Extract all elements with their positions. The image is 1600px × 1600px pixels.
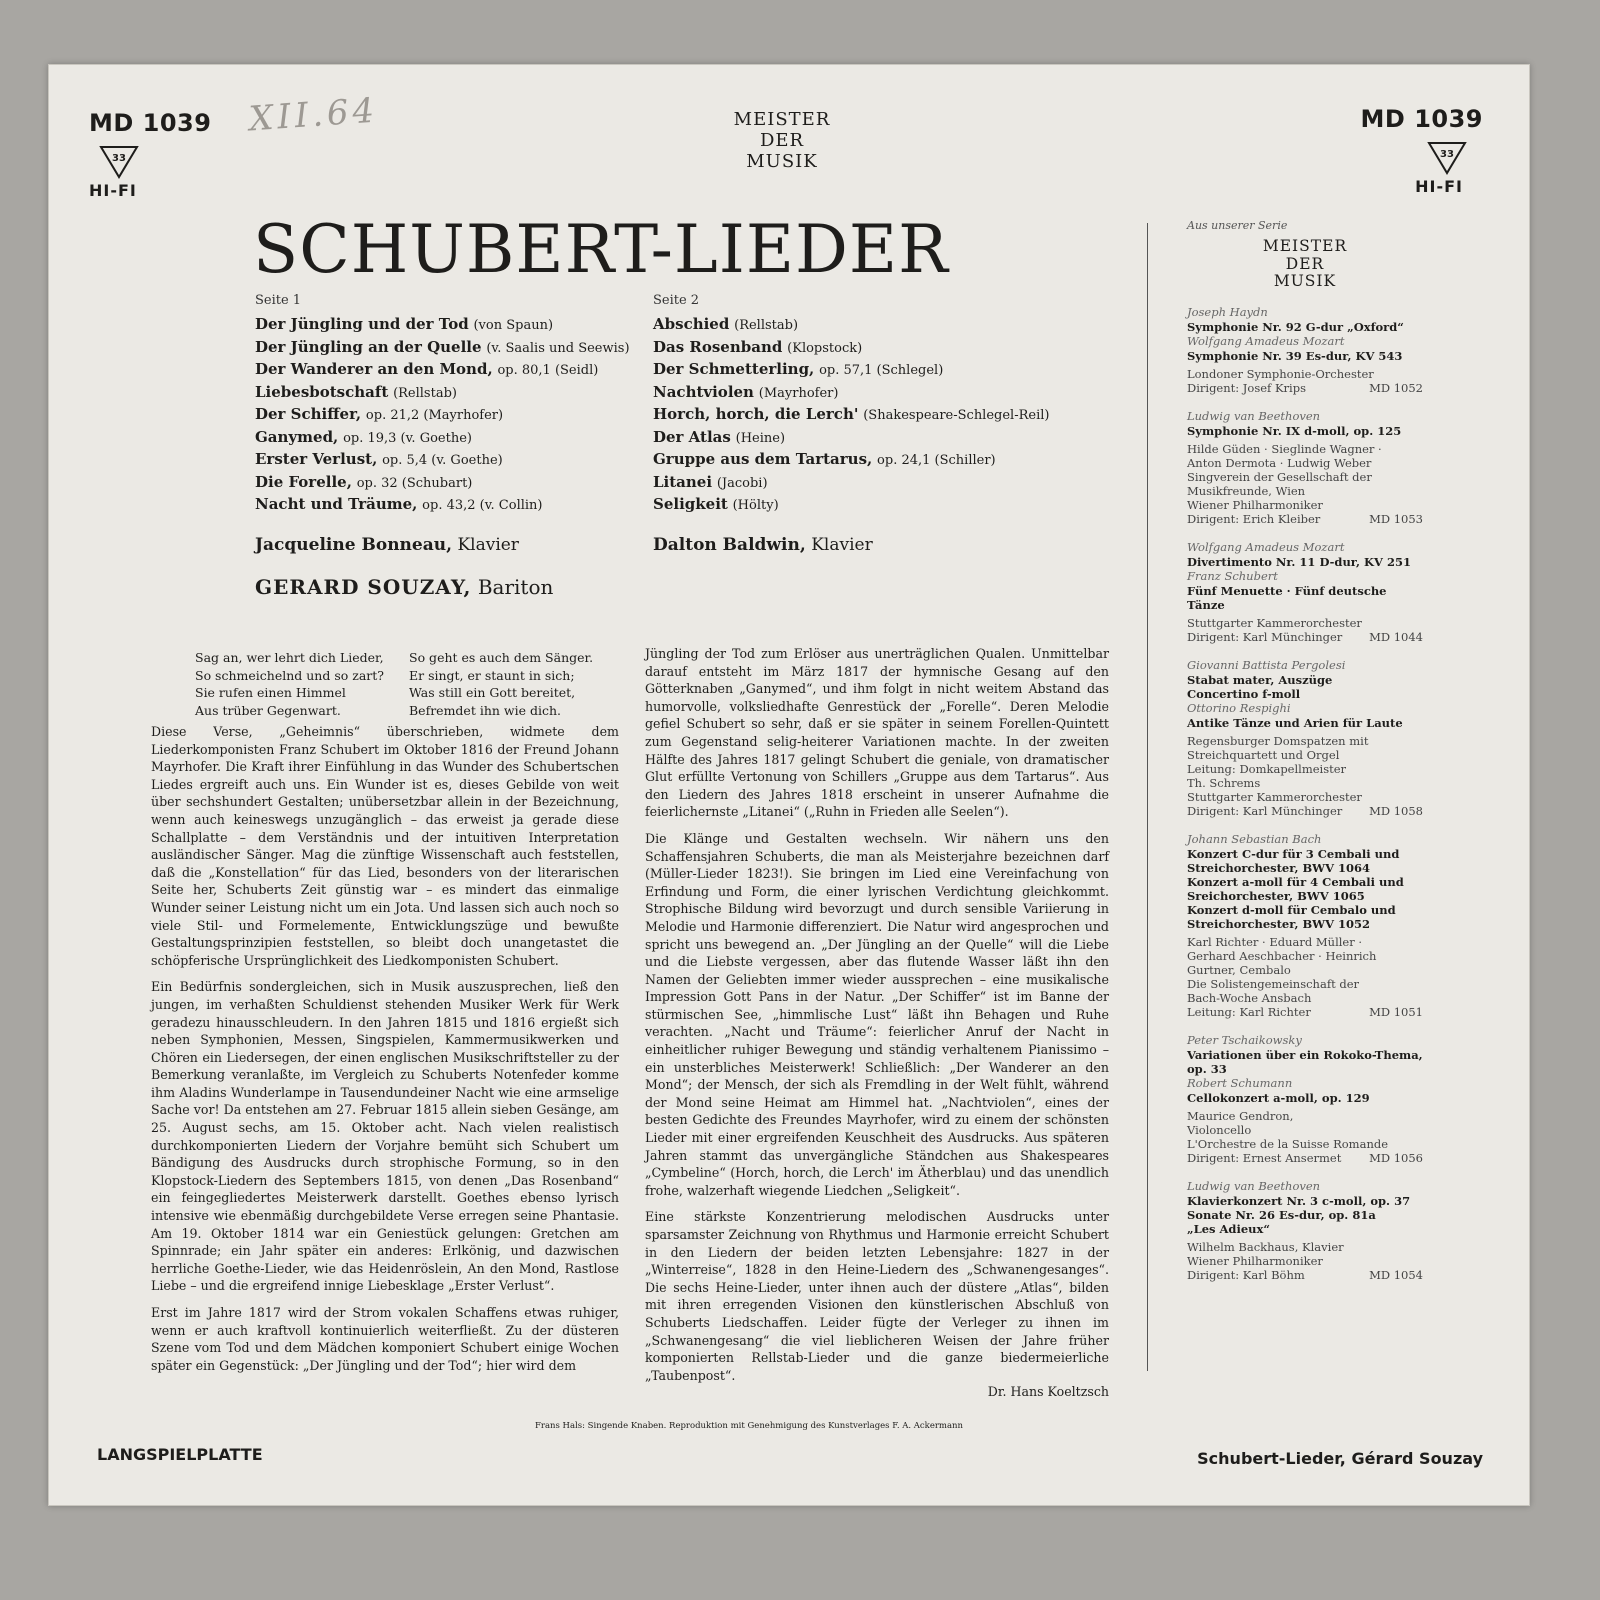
entry-catalog-number: MD 1051 — [1369, 1004, 1423, 1019]
performer-line: Bach-Woche Ansbach — [1187, 990, 1312, 1005]
series-entry — [1187, 658, 1423, 818]
series-intro: Aus unserer Serie — [1187, 219, 1288, 232]
work-title: Divertimento Nr. 11 D-dur, KV 251 — [1187, 554, 1411, 569]
logo-line: MUSIK — [746, 151, 818, 172]
work-title: Konzert d-moll für Cembalo und — [1187, 902, 1396, 917]
performer-line: Londoner Symphonie-Orchester — [1187, 366, 1374, 381]
entry-catalog-number: MD 1058 — [1369, 803, 1423, 818]
series-entry — [1187, 1179, 1423, 1282]
track-item: Erster Verlust, op. 5,4 (v. Goethe) — [255, 450, 503, 468]
series-catalog-panel — [1187, 219, 1423, 1282]
performer-line: L'Orchestre de la Suisse Romande — [1187, 1136, 1389, 1151]
poem-line: So geht es auch dem Sänger. — [409, 650, 594, 665]
work-title: Fünf Menuette · Fünf deutsche Tänze — [1187, 583, 1387, 612]
work-title: Konzert C-dur für 3 Cembali und — [1187, 846, 1400, 861]
catalog-number-left: MD 1039 — [89, 109, 212, 137]
performer-line: Die Solistengemeinschaft der — [1187, 976, 1360, 991]
work-title: Variationen über ein Rokoko-Thema, — [1187, 1047, 1423, 1062]
series-logo-panel — [1187, 238, 1423, 291]
track-item: Seligkeit (Hölty) — [653, 495, 779, 513]
poem-stanza-2 — [409, 649, 619, 719]
conductor-name: Dirigent: Karl Münchinger — [1187, 629, 1343, 644]
singer-credit: GERARD SOUZAY, Bariton — [255, 574, 554, 599]
format-label: LANGSPIELPLATTE — [97, 1445, 263, 1464]
work-title: Symphonie Nr. 92 G-dur „Oxford“ — [1187, 319, 1404, 334]
liner-notes-paragraph: Erst im Jahre 1817 wird der Strom vokalen Schaffens etwas ruhiger, wenn er auch kraftvoll kontinuierlich weiterfließt. Zu der düsteren Szene vom Tod und dem Mädchen komponiert Schubert einige Wochen später ein Gegenstück: „Der Jüngling und der Tod“; hier wird dem — [151, 1305, 619, 1373]
series-entry — [1187, 832, 1423, 1019]
liner-notes-paragraph: Ein Bedürfnis sondergleichen, sich in Musik auszusprechen, ließ den jungen, im verhaßten Schuldienst stehenden Musiker Werk für Werk geradezu hinausschleudern. In den Jahren 1815 und 1816 ergießt sich neben Symphonien, Messen, Singspielen, Kammermusikwerken und Chören ein Liedersegen, der einen englischen Musikschriftsteller zu der Bemerkung veranlaßte, im Vergleich zu Schuberts Notenfeder komme ihm Aladins Wunderlampe in Tausendundeiner Nacht wie eine armselige Sache vor! Da entstehen am 27. Februar 1815 allein sieben Gesänge, am 25. August sechs, am 15. Oktober acht. Nach vielen realistisch durchkomponierten Liedern der Vorjahre bemüht sich Schubert um Bändigung des Ausdrucks durch strophische Formung, so in den Klopstock-Liedern des Septembers 1815, von denen „Das Rosenband“ ein feingegliedertes Meisterwerk darstellt. Goethes ebenso lyrisch intensive wie ebenmäßig durchgebildete Verse erregen seine Phantasie. Am 19. Oktober 1814 war ein Geniestück gelungen: Gretchen am Spinnrade; ein Jahr später ein anderes: Erlkönig, und dazwischen herrliche Goethe-Lieder, wie das Heidenröslein, An den Mond, Rastlose Liebe – und die ergreifend innige Liebesklage „Erster Verlust“. — [151, 979, 619, 1294]
liner-notes-paragraph: Eine stärkste Konzentrierung melodischen Ausdrucks unter sparsamster Zeichnung von Rhythmus und Harmonie erreicht Schubert in den Liedern der beiden letzten Lebensjahre: 1827 in der „Winterreise“, 1828 in den Heine-Liedern des „Schwanengesanges“. Die sechs Heine-Lieder, unter ihnen auch der düstere „Atlas“, bilden mit ihren erregenden Visionen den künstlerischen Abschluß von Schuberts Liedschaffen. Leider fügte der Verleger zu ihnen im „Schwanengesang“ die viel lieblicheren Weisen der Jahre früher komponierten Rellstab-Lieder und die ganze biedermeierliche „Taubenpost“. — [645, 1209, 1109, 1383]
composer-name: Ottorino Respighi — [1187, 700, 1291, 715]
work-title: Konzert a-moll für 4 Cembali und — [1187, 874, 1404, 889]
conductor-line — [1187, 804, 1423, 818]
poem-line: Sie rufen einen Himmel — [195, 685, 346, 700]
handwritten-note: XII.64 — [247, 90, 380, 140]
cover-art-credit: Frans Hals: Singende Knaben. Reproduktion mit Genehmigung des Kunstverlages F. A. Ackermann — [534, 1421, 963, 1431]
performer-line: Gerhard Aeschbacher · Heinrich — [1187, 948, 1377, 963]
track-item: Der Wanderer an den Mond, op. 80,1 (Seidl) — [255, 360, 599, 378]
track-item: Der Atlas (Heine) — [653, 427, 786, 446]
entry-catalog-number: MD 1056 — [1369, 1150, 1423, 1165]
performer-line: Stuttgarter Kammerorchester — [1187, 789, 1362, 804]
track-item: Das Rosenband (Klopstock) — [653, 337, 863, 356]
composer-name: Joseph Haydn — [1187, 304, 1268, 319]
work-title: Cellokonzert a-moll, op. 129 — [1187, 1090, 1370, 1105]
side-1-tracklist — [255, 314, 645, 517]
performer-line: Streichquartett und Orgel — [1187, 747, 1340, 762]
logo-line: MEISTER — [733, 109, 831, 130]
poem-line: Sag an, wer lehrt dich Lieder, — [195, 650, 384, 665]
composer-name: Giovanni Battista Pergolesi — [1187, 657, 1346, 672]
work-title: „Les Adieux“ — [1187, 1221, 1270, 1236]
composer-name: Franz Schubert — [1187, 568, 1278, 583]
track-item: Der Schmetterling, op. 57,1 (Schlegel) — [653, 360, 944, 378]
performer-line: Musikfreunde, Wien — [1187, 483, 1306, 498]
work-title: Sonate Nr. 26 Es-dur, op. 81a — [1187, 1207, 1376, 1222]
conductor-line — [1187, 1268, 1423, 1282]
track-item: Der Schiffer, op. 21,2 (Mayrhofer) — [255, 405, 504, 423]
track-item: Ganymed, op. 19,3 (v. Goethe) — [255, 427, 472, 446]
hifi-label-right: HI-FI — [1415, 177, 1463, 196]
conductor-line — [1187, 1151, 1423, 1165]
work-title: Concertino f-moll — [1187, 686, 1301, 701]
poem-line: Aus trüber Gegenwart. — [195, 702, 341, 718]
track-item: Horch, horch, die Lerch' (Shakespeare-Schlegel-Reil) — [653, 405, 1050, 423]
logo-line: DER — [1285, 254, 1325, 273]
composer-name: Johann Sebastian Bach — [1187, 831, 1322, 846]
work-title: Streichorchester, BWV 1064 — [1187, 860, 1371, 875]
performer-line: Anton Dermota · Ludwig Weber — [1187, 455, 1372, 470]
track-item: Der Jüngling und der Tod (von Spaun) — [255, 315, 554, 333]
conductor-line — [1187, 1005, 1423, 1019]
series-entry — [1187, 305, 1423, 395]
entry-catalog-number: MD 1052 — [1369, 380, 1423, 395]
catalog-number-right: MD 1039 — [1360, 105, 1483, 133]
performer-line: Violoncello — [1187, 1122, 1252, 1137]
conductor-line — [1187, 630, 1423, 644]
side-2-pianist: Dalton Baldwin, Klavier — [653, 534, 873, 555]
work-title: Klavierkonzert Nr. 3 c-moll, op. 37 — [1187, 1193, 1411, 1208]
track-item: Abschied (Rellstab) — [653, 315, 799, 333]
liner-notes-paragraph: Diese Verse, „Geheimnis“ überschrieben, widmete dem Liederkomponisten Franz Schubert im Oktober 1816 der Freund Johann Mayrhofer. Die Kraft ihrer Einfühlung in das Wunder des Schubertschen Liedes ergreift auch uns. Ein Wunder ist es, dieses Gebilde von weit über sechshundert Gestalten; unübersetzbar allein in der Bezeichnung, wenn auch keineswegs unzugänglich – das erweist ja gerade diese Schallplatte – dem Verständnis und der intuitiven Interpretation ausländischer Sänger. Mag die zünftige Wissenschaft auch feststellen, daß die „Konstellation“ für das Lied, besonders von der literarischen Seite her, Schuberts Zeit günstig war – es mindert das einmalige Wunder seiner Leistung nicht um ein Jota. Und lassen sich auch noch so viele Stil- und Formelemente, Entwicklungszüge und bewußte Gestaltungsprinzipien feststellen, so bleibt doch unangetastet die schöpferische Ursprünglichkeit des Liedkomponisten Schubert. — [151, 724, 619, 968]
poem-line: Befremdet ihn wie dich. — [409, 702, 561, 718]
record-sleeve-back — [48, 64, 1530, 1506]
performer-line: Maurice Gendron, — [1187, 1108, 1294, 1123]
composer-name: Ludwig van Beethoven — [1187, 1178, 1321, 1193]
liner-notes-paragraph: Die Klänge und Gestalten wechseln. Wir nähern uns den Schaffensjahren Schuberts, die man als Meisterjahre bezeichnen darf (Müller-Lieder 1823!). Sie bringen im Lied eine Vereinfachung von Erfindung und Form, die einer lyrischen Verdichtung gleichkommt. Strophische Bildung wird bevorzugt und durch sensible Variierung in Melodie und Harmonie differenziert. Die Natur wird angesprochen und spricht uns bewegend an. „Der Jüngling an der Quelle“ will die Liebe und die Liebste vergessen, aber das flutende Wasser läßt ihn den Namen der Geliebten immer wieder aussprechen – eine musikalische Impression Gott Pans in der Natur. „Der Schiffer“ ist im Banne der stürmischen See, „himmlische Lust“ läßt ihn Behagen und Ruhe verachten. „Nacht und Träume“: feierlicher Anruf der Nacht in einheitlicher ruhiger Bewegung und ständig verhaltenem Pianissimo – ein unsterbliches Meisterwerk! Schließlich: „Der Wanderer an den Mond“; der Mensch, der sich als Fremdling in der Welt fühlt, während der Mond seine Heimat am Himmel hat. „Nachtviolen“, eines der besten Gedichte des Freundes Mayrhofer, wird zu einem der schönsten Lieder mit einer ergreifenden Keuschheit des Ausdrucks. Aus späteren Jahren stammt das unvergängliche Ständchen aus Shakespeares „Cymbeline“ (Horch, horch, die Lerch' im Ätherblau) und das unendlich frohe, walzerhaft wiegende Liedchen „Seligkeit“. — [645, 830, 1109, 1198]
series-logo-top — [707, 109, 857, 172]
track-item: Litanei (Jacobi) — [653, 472, 768, 491]
series-entry — [1187, 409, 1423, 526]
series-entry — [1187, 1033, 1423, 1165]
composer-name: Robert Schumann — [1187, 1075, 1293, 1090]
side-2-heading: Seite 2 — [653, 293, 700, 308]
logo-line: MEISTER — [1262, 237, 1348, 255]
performer-line: Stuttgarter Kammerorchester — [1187, 615, 1362, 630]
triangle-speed-icon — [99, 145, 139, 179]
track-item: Die Forelle, op. 32 (Schubart) — [255, 472, 473, 491]
track-item: Nachtviolen (Mayrhofer) — [653, 382, 839, 401]
entry-catalog-number: MD 1054 — [1369, 1267, 1423, 1282]
logo-line: MUSIK — [1273, 272, 1337, 290]
work-title: Antike Tänze und Arien für Laute — [1187, 715, 1403, 730]
speed-badge-text: 33 — [1440, 149, 1454, 160]
composer-name: Wolfgang Amadeus Mozart — [1187, 333, 1345, 348]
conductor-name: Dirigent: Ernest Ansermet — [1187, 1150, 1342, 1165]
liner-notes-left-column — [151, 723, 619, 1383]
composer-name: Peter Tschaikowsky — [1187, 1032, 1302, 1047]
track-item: Liebesbotschaft (Rellstab) — [255, 382, 457, 401]
series-entry — [1187, 540, 1423, 644]
poem-line: Was still ein Gott bereitet, — [409, 685, 576, 700]
work-title: Stabat mater, Auszüge — [1187, 672, 1333, 687]
conductor-name: Leitung: Karl Richter — [1187, 1004, 1311, 1019]
composer-name: Ludwig van Beethoven — [1187, 408, 1321, 423]
composer-name: Wolfgang Amadeus Mozart — [1187, 539, 1345, 554]
work-title: Symphonie Nr. IX d-moll, op. 125 — [1187, 423, 1402, 438]
column-divider — [1147, 223, 1148, 1371]
speed-badge-left — [99, 145, 139, 179]
performer-line: Hilde Güden · Sieglinde Wagner · — [1187, 441, 1382, 456]
footer-title: Schubert-Lieder, Gérard Souzay — [1197, 1449, 1483, 1468]
side-2-tracklist — [653, 314, 1073, 517]
conductor-name: Dirigent: Josef Krips — [1187, 380, 1306, 395]
conductor-line — [1187, 512, 1423, 526]
entry-catalog-number: MD 1053 — [1369, 511, 1423, 526]
performer-line: Wilhelm Backhaus, Klavier — [1187, 1239, 1344, 1254]
performer-line: Wiener Philharmoniker — [1187, 1253, 1323, 1268]
poem-line: Er singt, er staunt in sich; — [409, 667, 575, 683]
work-title: Streichorchester, BWV 1052 — [1187, 916, 1371, 931]
performer-line: Th. Schrems — [1187, 775, 1261, 790]
liner-notes-right-column — [645, 645, 1109, 1399]
side-1-pianist: Jacqueline Bonneau, Klavier — [255, 534, 519, 555]
speed-badge-right — [1427, 141, 1467, 175]
track-item: Der Jüngling an der Quelle (v. Saalis und Seewis) — [255, 337, 630, 356]
conductor-name: Dirigent: Erich Kleiber — [1187, 511, 1321, 526]
track-item: Gruppe aus dem Tartarus, op. 24,1 (Schiller) — [653, 450, 996, 468]
liner-notes-paragraph: Jüngling der Tod zum Erlöser aus unerträglichen Qualen. Unmittelbar darauf entsteht im März 1817 der hymnische Gesang auf den Götterknaben „Ganymed“, und ihm folgt in nicht weitem Abstand das humorvolle, volksliedhafte Genrestück der „Forelle“. Deren Melodie gefiel Schubert so sehr, daß er sie später in seinem Forellen-Quintett zum Gegenstand selig-heiterer Variationen machte. In der zweiten Hälfte des Jahres 1817 gelingt Schubert die geniale, von dramatischer Glut erfüllte Vertonung von Schillers „Gruppe aus dem Tartarus“. Aus den Liedern des Jahres 1818 erscheint in unserer Aufnahme die feierlichernste „Litanei“ („Ruhn in Frieden alle Seelen“). — [645, 646, 1109, 820]
performer-line: Wiener Philharmoniker — [1187, 497, 1323, 512]
work-title: Symphonie Nr. 39 Es-dur, KV 543 — [1187, 348, 1403, 363]
entry-catalog-number: MD 1044 — [1369, 629, 1423, 644]
poem-stanza-1 — [195, 649, 411, 719]
performer-line: Gurtner, Cembalo — [1187, 962, 1291, 977]
speed-badge-text: 33 — [112, 153, 126, 164]
logo-line: DER — [759, 130, 805, 151]
work-title: Sreichorchester, BWV 1065 — [1187, 888, 1365, 903]
performer-line: Regensburger Domspatzen mit — [1187, 733, 1369, 748]
poem-line: So schmeichelnd und so zart? — [195, 667, 384, 683]
liner-notes-author: Dr. Hans Koeltzsch — [987, 1384, 1109, 1400]
side-1-heading: Seite 1 — [255, 293, 302, 308]
performer-line: Singverein der Gesellschaft der — [1187, 469, 1372, 484]
performer-line: Karl Richter · Eduard Müller · — [1187, 934, 1363, 949]
conductor-name: Dirigent: Karl Böhm — [1187, 1267, 1305, 1282]
album-title: SCHUBERT-LIEDER — [253, 211, 949, 288]
performer-line: Leitung: Domkapellmeister — [1187, 761, 1347, 776]
work-title: op. 33 — [1187, 1061, 1227, 1076]
conductor-line — [1187, 381, 1423, 395]
side-2-block — [653, 293, 1073, 555]
track-item: Nacht und Träume, op. 43,2 (v. Collin) — [255, 495, 543, 513]
triangle-speed-icon — [1427, 141, 1467, 175]
series-entries-list — [1187, 305, 1423, 1282]
conductor-name: Dirigent: Karl Münchinger — [1187, 803, 1343, 818]
hifi-label-left: HI-FI — [89, 181, 137, 200]
side-1-block — [255, 293, 645, 599]
